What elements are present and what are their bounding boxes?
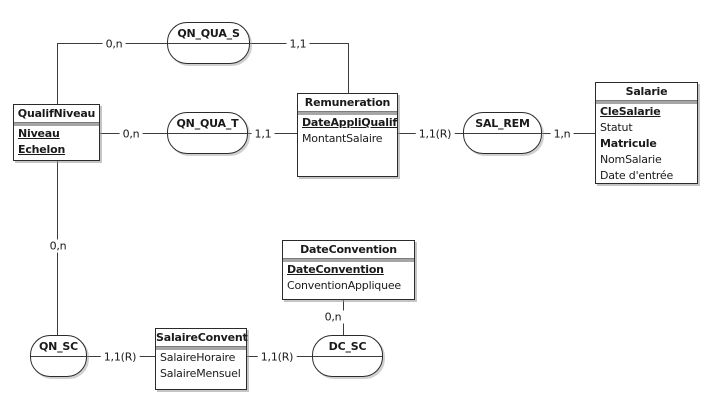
attribute-identifier: CleSalarie <box>600 105 661 118</box>
attribute: SalaireMensuel <box>160 367 241 380</box>
entity-title: Salarie <box>625 85 668 98</box>
entity-salarie[interactable] <box>595 82 698 184</box>
relationship-qn-qua-t[interactable] <box>167 112 248 154</box>
attribute-identifier: DateAppliQualif <box>302 116 398 129</box>
relationship-sal-rem[interactable] <box>463 112 542 154</box>
attribute-identifier: Niveau <box>18 127 60 140</box>
cardinality-label: 0,n <box>47 240 70 253</box>
cardinality-label: 1,1(R) <box>101 351 140 364</box>
entity-remuneration[interactable] <box>297 93 398 177</box>
entity-salaireconvent[interactable] <box>155 328 247 390</box>
entity-title: Remuneration <box>304 96 391 109</box>
relationship-name: DC_SC <box>328 340 367 353</box>
attribute: NomSalarie <box>600 153 662 166</box>
relationship-name: QN_QUA_T <box>176 117 239 130</box>
attribute: SalaireHoraire <box>160 351 236 364</box>
cardinality-label: 0,n <box>120 128 143 141</box>
relationship-qn-sc[interactable] <box>30 335 87 377</box>
relationship-name: QN_QUA_S <box>177 27 240 40</box>
relationship-dc-sc[interactable] <box>312 335 383 377</box>
relationship-name: QN_SC <box>38 340 79 353</box>
entity-dateconvention[interactable] <box>282 240 415 300</box>
relationship-qn-qua-s[interactable] <box>167 22 250 64</box>
relationship-name: SAL_REM <box>475 117 530 130</box>
cardinality-label: 1,1(R) <box>258 351 297 364</box>
cardinality-label: 0,n <box>322 311 345 324</box>
entity-qualifniveau[interactable] <box>13 104 100 161</box>
oval-divider <box>168 133 247 134</box>
cardinality-label: 1,n <box>551 128 574 141</box>
cardinality-label: 1,1 <box>252 128 275 141</box>
oval-divider <box>313 356 382 357</box>
oval-divider <box>31 356 86 357</box>
connector-line <box>57 43 58 105</box>
attribute-identifier: DateConvention <box>287 263 384 276</box>
attribute: Date d'entrée <box>600 169 674 182</box>
cardinality-label: 1,1(R) <box>416 128 455 141</box>
entity-title: QualifNiveau <box>17 107 96 120</box>
oval-divider <box>464 133 541 134</box>
connector-line <box>348 43 349 93</box>
cardinality-label: 0,n <box>103 38 126 51</box>
attribute: Matricule <box>600 137 657 150</box>
entity-title: DateConvention <box>300 243 397 256</box>
oval-divider <box>168 43 249 44</box>
attribute: MontantSalaire <box>302 132 383 145</box>
attribute: Statut <box>600 121 633 134</box>
cardinality-label: 1,1 <box>287 38 310 51</box>
entity-title: SalaireConvent <box>156 331 248 344</box>
attribute: ConventionAppliquee <box>287 279 401 292</box>
attribute-identifier: Echelon <box>18 143 66 156</box>
